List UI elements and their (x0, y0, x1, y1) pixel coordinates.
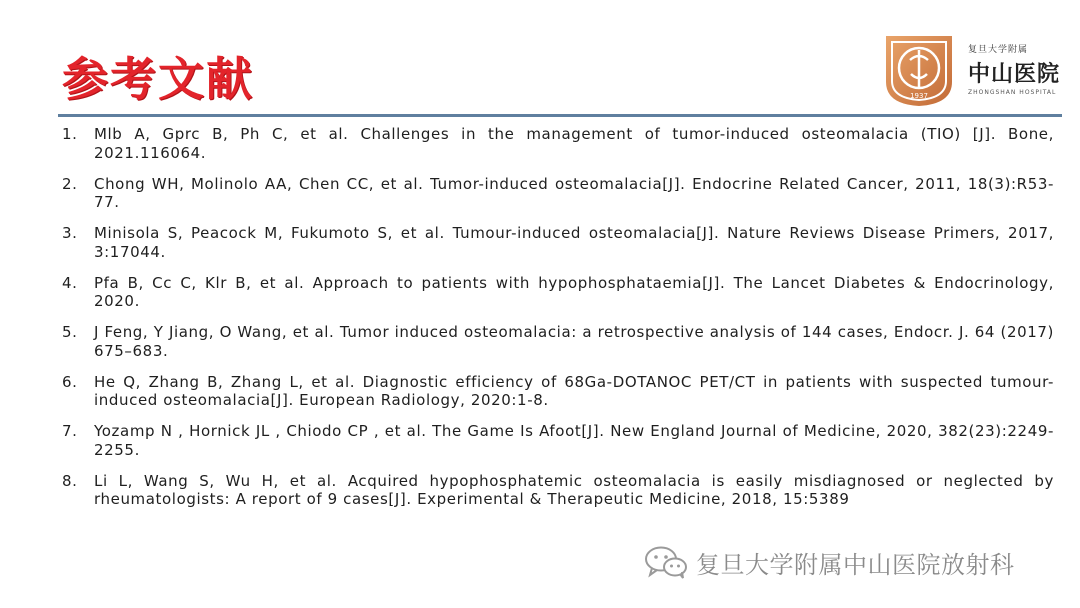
logo-name-big: 中山医院 (968, 62, 1061, 87)
hospital-seal-icon (880, 30, 958, 108)
reference-text: J Feng, Y Jiang, O Wang, et al. Tumor induced osteomalacia: a retrospective analysis of 144 cases, Endocr. J. 64 (2017) 675–683. (94, 323, 1054, 360)
reference-item (62, 472, 1054, 509)
logo-name-en: ZHONGSHAN HOSPITAL (968, 89, 1057, 96)
logo-name-small: 复旦大学附属 (968, 45, 1029, 55)
reference-text: Yozamp N , Hornick JL , Chiodo CP , et al. The Game Is Afoot[J]. New England Journal of Medicine, 2020, 382(23):2249-2255. (94, 422, 1054, 459)
reference-text: Mlb A, Gprc B, Ph C, et al. Challenges in the management of tumor-induced osteomalacia (TIO) [J]. Bone, 2021.116064. (94, 125, 1054, 162)
logo-text-block (968, 42, 1060, 96)
reference-text: Pfa B, Cc C, Klr B, et al. Approach to patients with hypophosphataemia[J]. The Lancet Diabetes & Endocrinology, 2020. (94, 273, 1054, 310)
reference-number: 4. (62, 273, 78, 292)
reference-item (62, 373, 1054, 410)
reference-item (62, 274, 1054, 311)
reference-item (62, 422, 1054, 459)
reference-list (62, 125, 1054, 521)
reference-number: 2. (62, 174, 78, 193)
reference-number: 8. (62, 471, 78, 490)
reference-number: 6. (62, 372, 78, 391)
hospital-logo (880, 30, 1070, 110)
title-divider (58, 114, 1062, 117)
reference-item (62, 323, 1054, 360)
reference-number: 5. (62, 323, 78, 341)
wechat-watermark (644, 544, 1015, 580)
seal-year: 1937 (910, 92, 928, 100)
watermark-text: 复旦大学附属中山医院放射科 (696, 550, 1015, 579)
reference-item (62, 224, 1054, 261)
reference-number: 3. (62, 224, 78, 242)
reference-text: Li L, Wang S, Wu H, et al. Acquired hypophosphatemic osteomalacia is easily misdiagnosed or neglected by rheumatologists: A report of 9 cases[J]. Experimental & Therapeutic Medicine, 2018, 15:5389 (94, 471, 1054, 508)
reference-text: He Q, Zhang B, Zhang L, et al. Diagnostic efficiency of 68Ga-DOTANOC PET/CT in patients with suspected tumour-induced osteomalacia[J]. European Radiology, 2020:1-8. (94, 372, 1054, 409)
reference-item (62, 125, 1054, 162)
reference-text: Chong WH, Molinolo AA, Chen CC, et al. Tumor-induced osteomalacia[J]. Endocrine Related Cancer, 2011, 18(3):R53-77. (94, 174, 1054, 211)
reference-text: Minisola S, Peacock M, Fukumoto S, et al. Tumour-induced osteomalacia[J]. Nature Reviews Disease Primers, 2017, 3:17044. (94, 224, 1054, 261)
reference-number: 1. (62, 125, 78, 143)
reference-number: 7. (62, 422, 78, 440)
wechat-icon (644, 545, 688, 579)
reference-item (62, 175, 1054, 212)
slide-title: 参考文献 (62, 52, 254, 106)
